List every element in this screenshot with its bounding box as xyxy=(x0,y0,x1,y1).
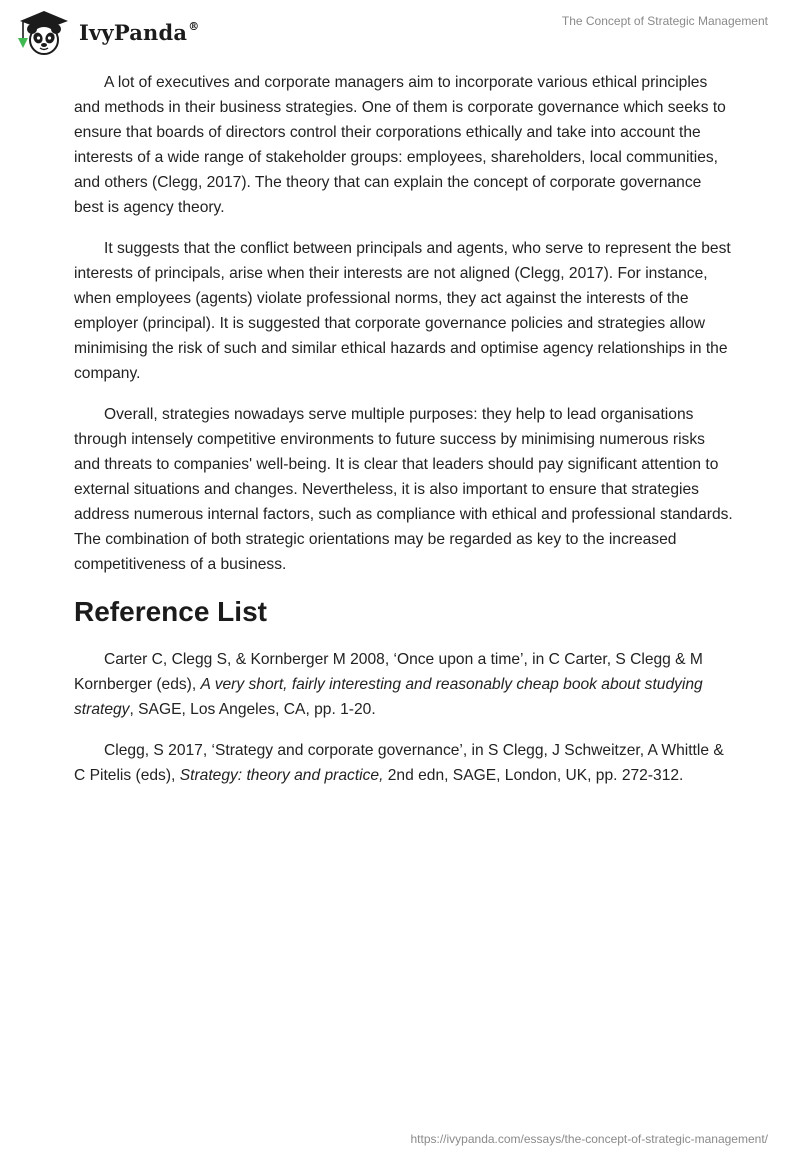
page-header xyxy=(0,0,800,60)
essay-content xyxy=(74,70,734,804)
body-paragraph-2: It suggests that the conflict between principals and agents, who serve to represent the best interests of principals, arise when their interests are not aligned (Clegg, 2017). For instance, when employees (agents) violate professional norms, they act against the interests of the employer (principal). It is suggested that corporate governance policies and strategies allow minimising the risk of such and similar ethical hazards and optimise agency relationships in the company. xyxy=(74,240,731,382)
body-paragraph-3: Overall, strategies nowadays serve multiple purposes: they help to lead organisations through intensely competitive environments to future success by minimising numerous risks and threats to companies' well-being. It is clear that leaders should pay significant attention to external situations and changes. Nevertheless, it is also important to ensure that strategies address numerous internal factors, such as compliance with ethical and professional standards. The combination of both strategic orientations may be regarded as key to the increased competitiveness of a business. xyxy=(74,406,733,573)
ivypanda-logo-icon[interactable] xyxy=(14,8,74,56)
reference-item-2: Clegg, S 2017, ‘Strategy and corporate governance’, in S Clegg, J Schweitzer, A Whittle & C Pitelis (eds), Strategy: theory and practice, 2nd edn, SAGE, London, UK, pp. 272-312. xyxy=(74,742,724,784)
reference-title-1: A very short, fairly interesting and reasonably cheap book about studying strategy xyxy=(74,676,703,718)
reference-list-heading: Reference List xyxy=(74,596,267,627)
document-title: The Concept of Strategic Management xyxy=(561,14,768,28)
reference-item-1: Carter C, Clegg S, & Kornberger M 2008, ‘Once upon a time’, in C Carter, S Clegg & M Kornberger (eds), A very short, fairly interesting and reasonably cheap book about studying strategy, SAGE, Los Angeles, CA, pp. 1-20. xyxy=(74,651,703,718)
footer-url-link[interactable]: https://ivypanda.com/essays/the-concept-of-strategic-management/ xyxy=(410,1132,768,1146)
reference-title-2: Strategy: theory and practice, xyxy=(179,767,384,784)
brand-name[interactable]: IvyPanda® xyxy=(79,20,200,45)
body-paragraph-1: A lot of executives and corporate managers aim to incorporate various ethical principles and methods in their business strategies. One of them is corporate governance which seeks to ensure that boards of directors control their corporations ethically and take into account the interests of a wide range of stakeholder groups: employees, shareholders, local communities, and others (Clegg, 2017). The theory that can explain the concept of corporate governance best is agency theory. xyxy=(74,74,726,216)
